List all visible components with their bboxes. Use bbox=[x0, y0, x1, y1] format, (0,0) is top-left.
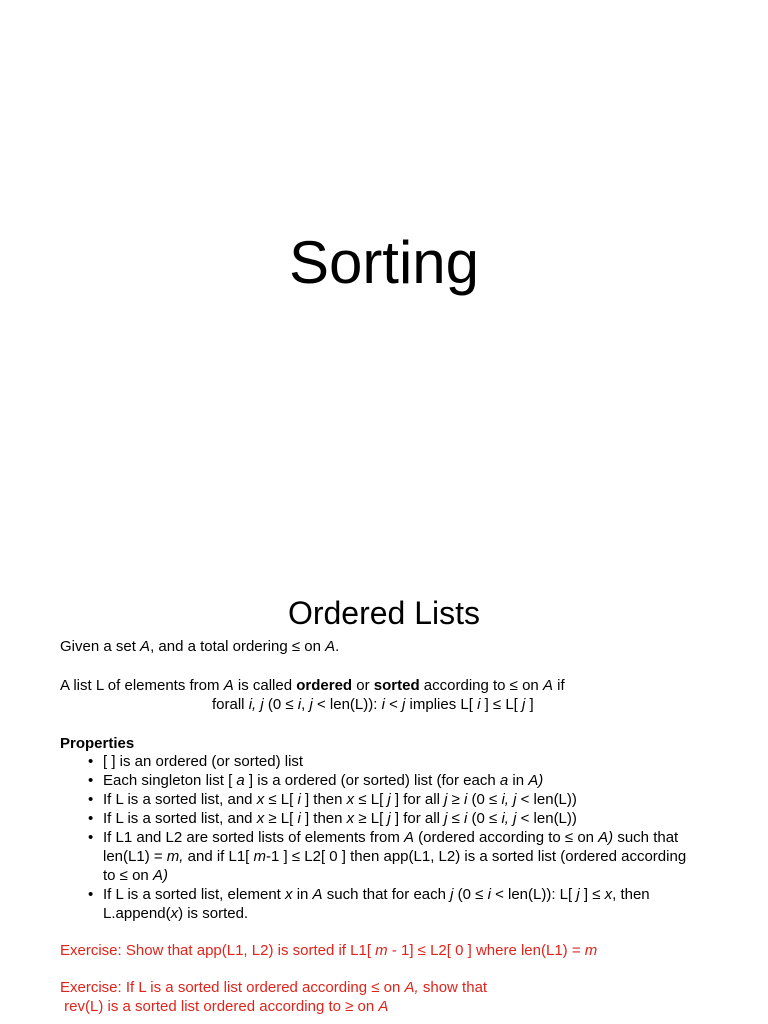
properties-label: Properties bbox=[60, 735, 135, 752]
definition-line-2: forall i, j (0 ≤ i, j < len(L)): i < j implies L[ i ] ≤ L[ j ] bbox=[212, 696, 534, 713]
list-item: • If L1 and L2 are sorted lists of elements from A (ordered according to ≤ on A) such that len(L1) = m, and if L1[ m-1 ] ≤ L2[ 0 ] then app(L1, L2) is a sorted list (ordered according to ≤ on A) bbox=[60, 828, 700, 885]
intro-text: Given a set A, and a total ordering ≤ on A. bbox=[60, 638, 340, 655]
definition-line-1: A list L of elements from A is called ordered or sorted according to ≤ on A if bbox=[60, 677, 565, 694]
list-item: • If L is a sorted list, element x in A such that for each j (0 ≤ i < len(L)): L[ j ] ≤ x, then L.append(x) is sorted. bbox=[60, 885, 700, 923]
list-item: • Each singleton list [ a ] is a ordered (or sorted) list (for each a in A) bbox=[60, 771, 700, 790]
exercise-1: Exercise: Show that app(L1, L2) is sorted if L1[ m - 1] ≤ L2[ 0 ] where len(L1) = m bbox=[60, 942, 598, 959]
properties-list bbox=[60, 752, 700, 923]
list-item: • If L is a sorted list, and x ≤ L[ i ] then x ≤ L[ j ] for all j ≥ i (0 ≤ i, j < len(L)) bbox=[60, 790, 700, 809]
slide-title: Sorting bbox=[288, 229, 480, 296]
exercise-2-line-2: rev(L) is a sorted list ordered according to ≥ on A bbox=[60, 998, 389, 1015]
exercise-2-line-1: Exercise: If L is a sorted list ordered according ≤ on A, show that bbox=[60, 979, 488, 996]
section-heading: Ordered Lists bbox=[287, 595, 481, 631]
list-item: • [ ] is an ordered (or sorted) list bbox=[60, 752, 700, 771]
list-item: • If L is a sorted list, and x ≥ L[ i ] then x ≥ L[ j ] for all j ≤ i (0 ≤ i, j < len(L)) bbox=[60, 809, 700, 828]
